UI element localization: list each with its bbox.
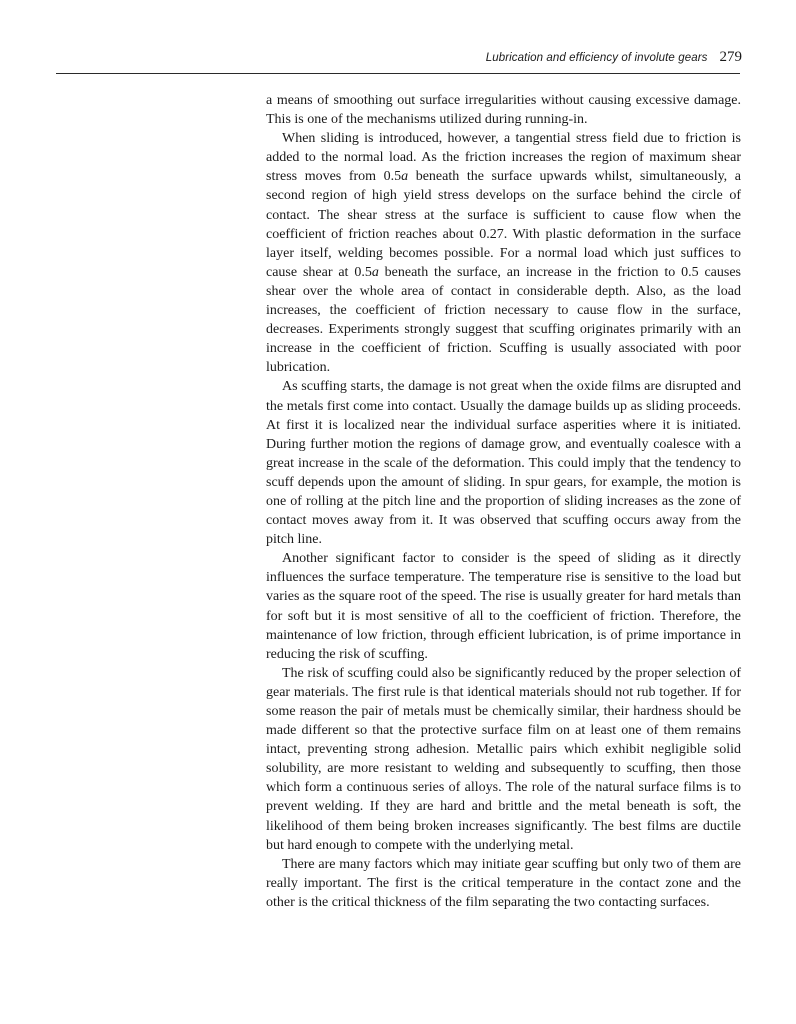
paragraph-scuffing-onset: As scuffing starts, the damage is not great when the oxide films are disrupted and the metals first come into contact. Usually the damage builds up as sliding proceeds. At first it is localized near the individual surface asperities where it is initiated. During further motion the regions of damage grow, and eventually coalesce with a great increase in the scale of the deformation. This could imply that the tendency to scuff depends upon the amount of sliding. In spur gears, for example, the motion is one of rolling at the pitch line and the proportion of sliding increases as the zone of contact moves away from it. It was observed that scuffing occurs away from the pitch line.	[266, 379, 741, 548]
body-text	[266, 91, 741, 912]
running-title: Lubrication and efficiency of involute gears	[485, 52, 708, 64]
page-number: 279	[719, 49, 742, 65]
paragraph-continued: a means of smoothing out surface irregularities without causing excessive damage. This is one of the mechanisms utilized during running-in.	[266, 93, 741, 128]
paragraph-sliding-friction: When sliding is introduced, however, a tangential stress field due to friction is added to the normal load. As the friction increases the region of maximum shear stress moves from 0.5a beneath the surface upwards whilst, simultaneously, a second region of high yield stress develops on the surface behind the circle of contact. The shear stress at the surface is sufficient to cause flow when the coefficient of friction reaches about 0.27. With plastic deformation in the surface layer itself, welding becomes possible. For a normal load which just suffices to cause shear at 0.5a beneath the surface, an increase in the friction to 0.5 causes shear over the whole area of contact in considerable depth. Also, as the load increases, the coefficient of friction necessary to cause flow in the surface, decreases. Experiments strongly suggest that scuffing originates primarily with an increase in the coefficient of friction. Scuffing is usually associated with poor lubrication.	[266, 131, 741, 376]
paragraph-sliding-speed: Another significant factor to consider is the speed of sliding as it directly influences the surface temperature. The temperature rise is sensitive to the load but varies as the square root of the speed. The rise is usually greater for hard metals than for soft but it is most sensitive of all to the coefficient of friction. Therefore, the maintenance of low friction, through efficient lubrication, is of prime importance in reducing the risk of scuffing.	[266, 551, 741, 662]
running-header	[0, 48, 742, 66]
header-rule	[56, 73, 740, 74]
paragraph-scuffing-factors: There are many factors which may initiate gear scuffing but only two of them are really important. The first is the critical temperature in the contact zone and the other is the critical thickness of the film separating the two contacting surfaces.	[266, 856, 741, 910]
paragraph-material-selection: The risk of scuffing could also be significantly reduced by the proper selection of gear materials. The first rule is that identical materials should not rub together. If for some reason the pair of metals must be chemically similar, their hardness should be made different so that the protective surface film on at least one of them remains intact, preventing strong adhesion. Metallic pairs which exhibit negligible solid solubility, are more resistant to welding and subsequently to scuffing, then those which form a continuous series of alloys. The role of the natural surface films is to prevent welding. If they are hard and brittle and the metal beneath is soft, the likelihood of them being broken increases significantly. The best films are ductile but hard enough to compete with the underlying metal.	[266, 665, 741, 853]
